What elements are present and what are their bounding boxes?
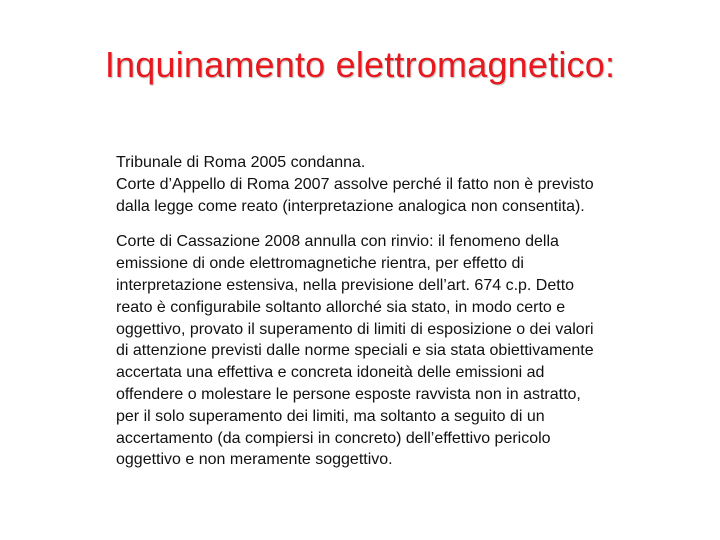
paragraph-spacer xyxy=(116,217,676,231)
slide-body xyxy=(116,152,676,471)
paragraph-court-history: Tribunale di Roma 2005 condanna. Corte d’Appello di Roma 2007 assolve perché il fatto non è previsto dalla legge come reato (interpretazione analogica non consentita). xyxy=(116,154,594,215)
slide-title: Inquinamento elettromagnetico: xyxy=(104,44,616,85)
paragraph-cassazione: Corte di Cassazione 2008 annulla con rinvio: il fenomeno della emissione di onde elettromagnetiche rientra, per effetto di interpretazione estensiva, nella previsione dell’art. 674 c.p. Detto reato è configurabile soltanto allorché sia stato, in modo certo e oggettivo, provato il superamento di limiti di esposizione o dei valori di attenzione previsti dalle norme speciali e sia stata obiettivamente accertata una effettiva e concreta idoneità delle emissioni ad offendere o molestare le persone esposte ravvista non in astratto, per il solo superamento dei limiti, ma soltanto a seguito di un accertamento (da compiersi in concreto) dell’effettivo pericolo oggettivo e non meramente soggettivo. xyxy=(116,233,594,469)
